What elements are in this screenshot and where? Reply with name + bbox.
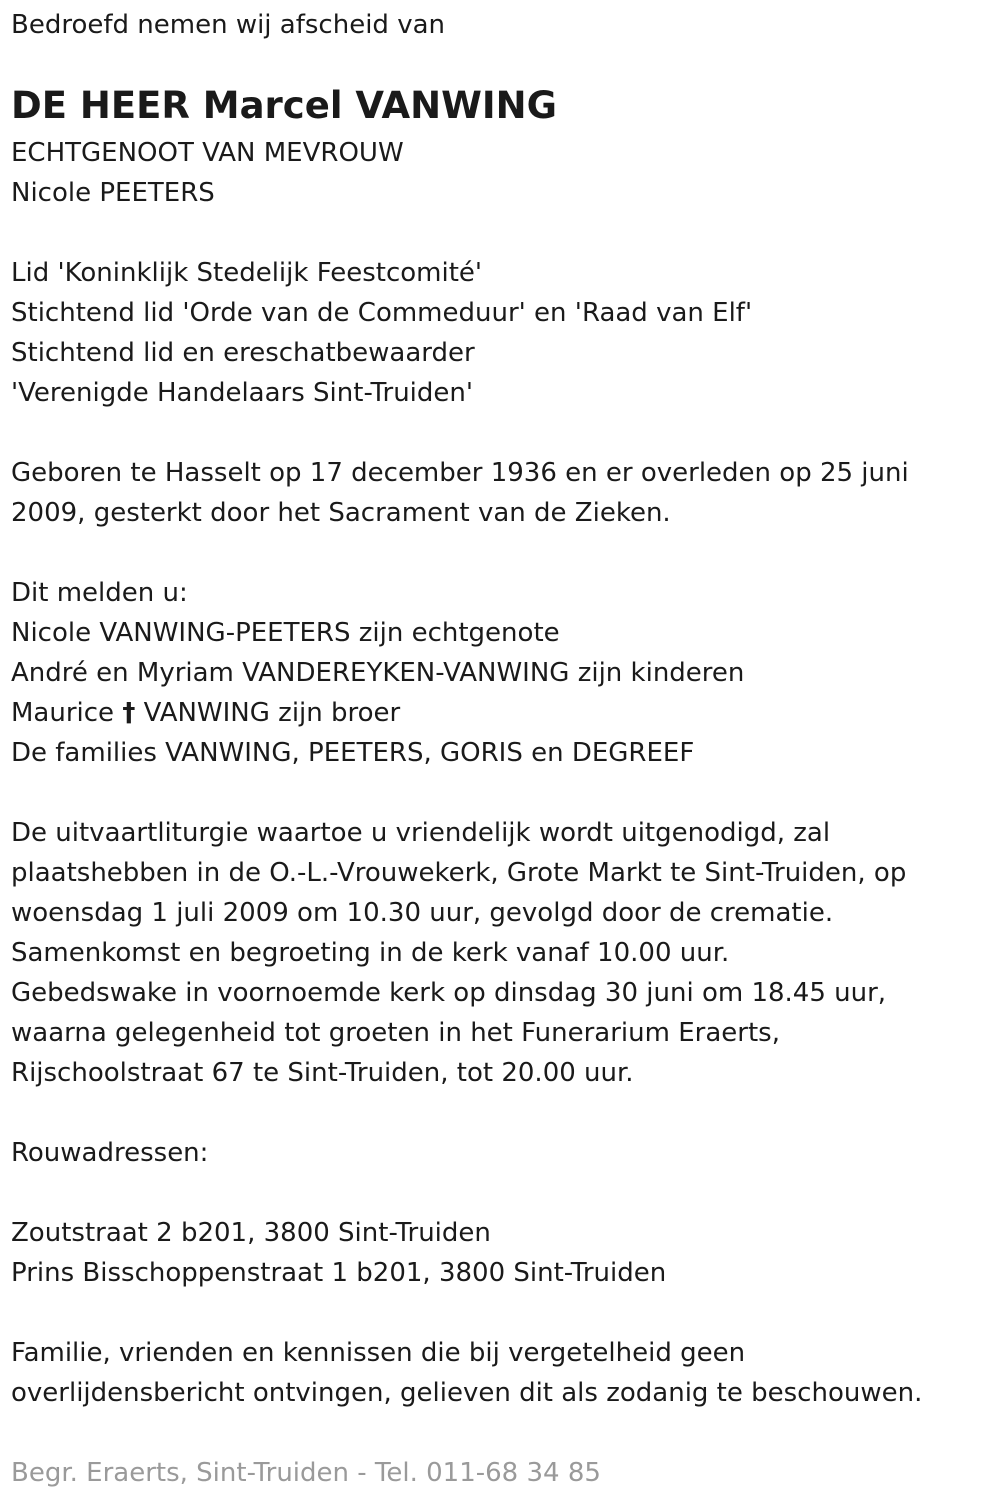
address-line: Prins Bisschoppenstraat 1 b201, 3800 Sint-Truiden: [11, 1258, 667, 1288]
spouse-name: Nicole PEETERS: [11, 178, 215, 208]
birth-death-block: [11, 453, 909, 533]
spouse-line: ECHTGENOOT VAN MEVROUW: [11, 138, 404, 168]
announcers-heading: Dit melden u:: [11, 578, 188, 608]
memberships-block: [11, 253, 752, 413]
addresses-heading-block: [11, 1133, 208, 1173]
membership-line: Stichtend lid 'Orde van de Commeduur' en 'Raad van Elf': [11, 298, 753, 328]
announcer-line: De families VANWING, PEETERS, GORIS en DEGREEF: [11, 738, 695, 768]
birth-death-line: 2009, gesterkt door het Sacrament van de Zieken.: [11, 498, 671, 528]
liturgy-line: waarna gelegenheid tot groeten in het Funerarium Eraerts,: [11, 1018, 780, 1048]
announcer-line: Nicole VANWING-PEETERS zijn echtgenote: [11, 618, 560, 648]
spouse-block: [11, 133, 404, 213]
liturgy-line: De uitvaartliturgie waartoe u vriendelijk wordt uitgenodigd, zal: [11, 818, 831, 848]
address-line: Zoutstraat 2 b201, 3800 Sint-Truiden: [11, 1218, 491, 1248]
intro-text: Bedroefd nemen wij afscheid van: [11, 10, 445, 40]
funeral-home-footer: Begr. Eraerts, Sint-Truiden - Tel. 011-68 34 85: [11, 1458, 601, 1488]
closing-block: [11, 1333, 922, 1413]
liturgy-block: [11, 813, 906, 1093]
liturgy-line: woensdag 1 juli 2009 om 10.30 uur, gevolgd door de crematie.: [11, 898, 834, 928]
announcer-text: VANWING zijn broer: [135, 698, 401, 728]
birth-death-line: Geboren te Hasselt op 17 december 1936 en er overleden op 25 juni: [11, 458, 909, 488]
announcer-line: [11, 693, 744, 733]
liturgy-line: Gebedswake in voornoemde kerk op dinsdag 30 juni om 18.45 uur,: [11, 978, 887, 1008]
closing-line: Familie, vrienden en kennissen die bij vergetelheid geen: [11, 1338, 746, 1368]
addresses-heading: Rouwadressen:: [11, 1138, 209, 1168]
liturgy-line: Samenkomst en begroeting in de kerk vanaf 10.00 uur.: [11, 938, 730, 968]
announcers-block: [11, 573, 744, 773]
closing-line: overlijdensbericht ontvingen, gelieven dit als zodanig te beschouwen.: [11, 1378, 923, 1408]
announcer-line: André en Myriam VANDEREYKEN-VANWING zijn kinderen: [11, 658, 745, 688]
membership-line: Lid 'Koninklijk Stedelijk Feestcomité': [11, 258, 483, 288]
cross-icon: †: [122, 698, 136, 728]
deceased-name: DE HEER Marcel VANWING: [11, 84, 558, 127]
membership-line: 'Verenigde Handelaars Sint-Truiden': [11, 378, 474, 408]
membership-line: Stichtend lid en ereschatbewaarder: [11, 338, 475, 368]
announcer-text: Maurice: [11, 698, 123, 728]
liturgy-line: Rijschoolstraat 67 te Sint-Truiden, tot 20.00 uur.: [11, 1058, 634, 1088]
addresses-block: [11, 1213, 666, 1293]
liturgy-line: plaatshebben in de O.-L.-Vrouwekerk, Grote Markt te Sint-Truiden, op: [11, 858, 907, 888]
